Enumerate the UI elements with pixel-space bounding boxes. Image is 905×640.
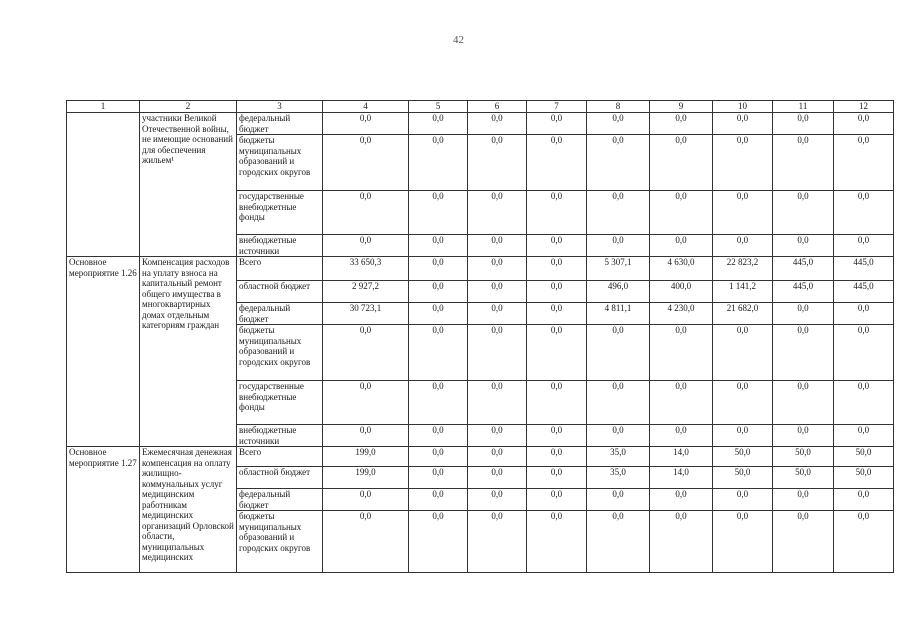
value-cell: 0,0 bbox=[773, 381, 834, 425]
event-description-cell: участники Великой Отечественной войны, не имеющие оснований для обеспечения жильем¹ bbox=[140, 113, 237, 257]
value-cell: 0,0 bbox=[323, 325, 409, 381]
value-cell: 0,0 bbox=[527, 191, 587, 235]
event-id-cell: Основное мероприятие 1.26 bbox=[67, 257, 140, 447]
funding-source-cell: федеральный бюджет bbox=[237, 489, 323, 511]
value-cell: 0,0 bbox=[713, 511, 773, 573]
value-cell: 0,0 bbox=[527, 281, 587, 303]
header-cell: 6 bbox=[468, 101, 527, 113]
header-cell: 11 bbox=[773, 101, 834, 113]
header-cell: 8 bbox=[587, 101, 650, 113]
value-cell: 0,0 bbox=[587, 381, 650, 425]
header-cell: 4 bbox=[323, 101, 409, 113]
value-cell: 0,0 bbox=[713, 235, 773, 257]
funding-source-cell: государственные внебюджетные фонды bbox=[237, 381, 323, 425]
value-cell: 0,0 bbox=[527, 511, 587, 573]
value-cell: 0,0 bbox=[409, 489, 468, 511]
value-cell: 0,0 bbox=[468, 191, 527, 235]
value-cell: 0,0 bbox=[713, 191, 773, 235]
value-cell: 21 682,0 bbox=[713, 303, 773, 325]
value-cell: 496,0 bbox=[587, 281, 650, 303]
value-cell: 0,0 bbox=[834, 381, 894, 425]
page-number: 42 bbox=[453, 34, 464, 46]
value-cell: 0,0 bbox=[468, 113, 527, 135]
value-cell: 0,0 bbox=[834, 135, 894, 191]
value-cell: 0,0 bbox=[650, 381, 713, 425]
value-cell: 0,0 bbox=[527, 425, 587, 447]
event-id-cell bbox=[67, 113, 140, 257]
funding-source-cell: федеральный бюджет bbox=[237, 303, 323, 325]
funding-source-cell: внебюджетные источники bbox=[237, 425, 323, 447]
value-cell: 0,0 bbox=[773, 425, 834, 447]
value-cell: 0,0 bbox=[323, 135, 409, 191]
value-cell: 4 811,1 bbox=[587, 303, 650, 325]
funding-source-cell: Всего bbox=[237, 257, 323, 281]
value-cell: 35,0 bbox=[587, 467, 650, 489]
value-cell: 0,0 bbox=[468, 489, 527, 511]
value-cell: 0,0 bbox=[713, 135, 773, 191]
value-cell: 5 307,1 bbox=[587, 257, 650, 281]
funding-source-cell: федеральный бюджет bbox=[237, 113, 323, 135]
value-cell: 0,0 bbox=[834, 325, 894, 381]
value-cell: 50,0 bbox=[713, 447, 773, 467]
value-cell: 2 927,2 bbox=[323, 281, 409, 303]
value-cell: 0,0 bbox=[834, 235, 894, 257]
value-cell: 0,0 bbox=[409, 235, 468, 257]
value-cell: 0,0 bbox=[713, 381, 773, 425]
value-cell: 0,0 bbox=[650, 425, 713, 447]
value-cell: 50,0 bbox=[713, 467, 773, 489]
value-cell: 33 650,3 bbox=[323, 257, 409, 281]
value-cell: 0,0 bbox=[409, 257, 468, 281]
value-cell: 0,0 bbox=[773, 191, 834, 235]
value-cell: 0,0 bbox=[650, 191, 713, 235]
value-cell: 0,0 bbox=[834, 511, 894, 573]
value-cell: 0,0 bbox=[468, 235, 527, 257]
value-cell: 0,0 bbox=[773, 511, 834, 573]
value-cell: 0,0 bbox=[468, 511, 527, 573]
value-cell: 0,0 bbox=[409, 325, 468, 381]
value-cell: 0,0 bbox=[527, 489, 587, 511]
value-cell: 0,0 bbox=[587, 489, 650, 511]
header-cell: 12 bbox=[834, 101, 894, 113]
value-cell: 0,0 bbox=[468, 257, 527, 281]
value-cell: 0,0 bbox=[650, 135, 713, 191]
value-cell: 0,0 bbox=[773, 135, 834, 191]
value-cell: 0,0 bbox=[409, 425, 468, 447]
value-cell: 0,0 bbox=[713, 113, 773, 135]
value-cell: 199,0 bbox=[323, 447, 409, 467]
value-cell: 445,0 bbox=[834, 257, 894, 281]
value-cell: 0,0 bbox=[713, 489, 773, 511]
value-cell: 0,0 bbox=[409, 113, 468, 135]
value-cell: 0,0 bbox=[773, 113, 834, 135]
value-cell: 0,0 bbox=[323, 489, 409, 511]
value-cell: 0,0 bbox=[773, 489, 834, 511]
value-cell: 0,0 bbox=[650, 113, 713, 135]
header-cell: 2 bbox=[140, 101, 237, 113]
value-cell: 0,0 bbox=[468, 467, 527, 489]
value-cell: 0,0 bbox=[587, 235, 650, 257]
header-cell: 1 bbox=[67, 101, 140, 113]
value-cell: 4 630,0 bbox=[650, 257, 713, 281]
value-cell: 50,0 bbox=[834, 447, 894, 467]
value-cell: 0,0 bbox=[650, 325, 713, 381]
value-cell: 0,0 bbox=[323, 381, 409, 425]
value-cell: 50,0 bbox=[773, 447, 834, 467]
header-row bbox=[67, 101, 894, 113]
value-cell: 0,0 bbox=[587, 191, 650, 235]
value-cell: 0,0 bbox=[773, 325, 834, 381]
value-cell: 0,0 bbox=[834, 303, 894, 325]
funding-source-cell: бюджеты муниципальных образований и городских округов bbox=[237, 511, 323, 573]
value-cell: 0,0 bbox=[834, 489, 894, 511]
value-cell: 0,0 bbox=[834, 425, 894, 447]
value-cell: 199,0 bbox=[323, 467, 409, 489]
table-row bbox=[67, 257, 894, 281]
value-cell: 0,0 bbox=[527, 235, 587, 257]
value-cell: 0,0 bbox=[409, 281, 468, 303]
value-cell: 0,0 bbox=[527, 447, 587, 467]
value-cell: 0,0 bbox=[468, 325, 527, 381]
value-cell: 0,0 bbox=[409, 447, 468, 467]
value-cell: 0,0 bbox=[527, 113, 587, 135]
value-cell: 0,0 bbox=[409, 191, 468, 235]
value-cell: 0,0 bbox=[587, 113, 650, 135]
value-cell: 0,0 bbox=[773, 235, 834, 257]
event-description-cell: Ежемесячная денежная компенсация на оплату жилищно-коммунальных услуг медицинским работникам медицинских организаций Орловской области, муниципальных медицинских bbox=[140, 447, 237, 573]
funding-source-cell: бюджеты муниципальных образований и городских округов bbox=[237, 325, 323, 381]
value-cell: 50,0 bbox=[773, 467, 834, 489]
value-cell: 0,0 bbox=[527, 325, 587, 381]
value-cell: 0,0 bbox=[409, 303, 468, 325]
budget-table bbox=[66, 100, 894, 573]
value-cell: 0,0 bbox=[834, 113, 894, 135]
value-cell: 0,0 bbox=[527, 257, 587, 281]
value-cell: 445,0 bbox=[834, 281, 894, 303]
value-cell: 0,0 bbox=[834, 191, 894, 235]
value-cell: 0,0 bbox=[468, 425, 527, 447]
value-cell: 0,0 bbox=[323, 191, 409, 235]
header-cell: 10 bbox=[713, 101, 773, 113]
value-cell: 0,0 bbox=[650, 511, 713, 573]
value-cell: 0,0 bbox=[468, 281, 527, 303]
value-cell: 0,0 bbox=[650, 235, 713, 257]
value-cell: 0,0 bbox=[527, 467, 587, 489]
value-cell: 0,0 bbox=[587, 511, 650, 573]
value-cell: 0,0 bbox=[527, 303, 587, 325]
value-cell: 14,0 bbox=[650, 447, 713, 467]
value-cell: 0,0 bbox=[323, 425, 409, 447]
funding-source-cell: областной бюджет bbox=[237, 281, 323, 303]
header-cell: 7 bbox=[527, 101, 587, 113]
value-cell: 0,0 bbox=[468, 135, 527, 191]
value-cell: 22 823,2 bbox=[713, 257, 773, 281]
value-cell: 35,0 bbox=[587, 447, 650, 467]
value-cell: 0,0 bbox=[323, 113, 409, 135]
header-cell: 9 bbox=[650, 101, 713, 113]
value-cell: 0,0 bbox=[468, 447, 527, 467]
value-cell: 0,0 bbox=[468, 381, 527, 425]
table-row bbox=[67, 447, 894, 467]
table-row bbox=[67, 113, 894, 135]
value-cell: 1 141,2 bbox=[713, 281, 773, 303]
value-cell: 0,0 bbox=[409, 381, 468, 425]
value-cell: 0,0 bbox=[409, 467, 468, 489]
value-cell: 0,0 bbox=[587, 135, 650, 191]
value-cell: 0,0 bbox=[587, 325, 650, 381]
value-cell: 0,0 bbox=[713, 325, 773, 381]
value-cell: 0,0 bbox=[713, 425, 773, 447]
value-cell: 0,0 bbox=[468, 303, 527, 325]
value-cell: 0,0 bbox=[773, 303, 834, 325]
value-cell: 445,0 bbox=[773, 281, 834, 303]
value-cell: 0,0 bbox=[323, 235, 409, 257]
funding-source-cell: внебюджетные источники bbox=[237, 235, 323, 257]
value-cell: 0,0 bbox=[323, 511, 409, 573]
value-cell: 4 230,0 bbox=[650, 303, 713, 325]
event-id-cell: Основное мероприятие 1.27 bbox=[67, 447, 140, 573]
funding-source-cell: областной бюджет bbox=[237, 467, 323, 489]
value-cell: 14,0 bbox=[650, 467, 713, 489]
value-cell: 0,0 bbox=[527, 381, 587, 425]
value-cell: 0,0 bbox=[409, 511, 468, 573]
value-cell: 0,0 bbox=[650, 489, 713, 511]
value-cell: 30 723,1 bbox=[323, 303, 409, 325]
funding-source-cell: государственные внебюджетные фонды bbox=[237, 191, 323, 235]
event-description-cell: Компенсация расходов на уплату взноса на капитальный ремонт общего имущества в многоквартирных домах отдельным категориям граждан bbox=[140, 257, 237, 447]
header-cell: 3 bbox=[237, 101, 323, 113]
value-cell: 0,0 bbox=[587, 425, 650, 447]
value-cell: 50,0 bbox=[834, 467, 894, 489]
value-cell: 0,0 bbox=[409, 135, 468, 191]
value-cell: 0,0 bbox=[527, 135, 587, 191]
value-cell: 400,0 bbox=[650, 281, 713, 303]
value-cell: 445,0 bbox=[773, 257, 834, 281]
funding-source-cell: бюджеты муниципальных образований и городских округов bbox=[237, 135, 323, 191]
funding-source-cell: Всего bbox=[237, 447, 323, 467]
header-cell: 5 bbox=[409, 101, 468, 113]
